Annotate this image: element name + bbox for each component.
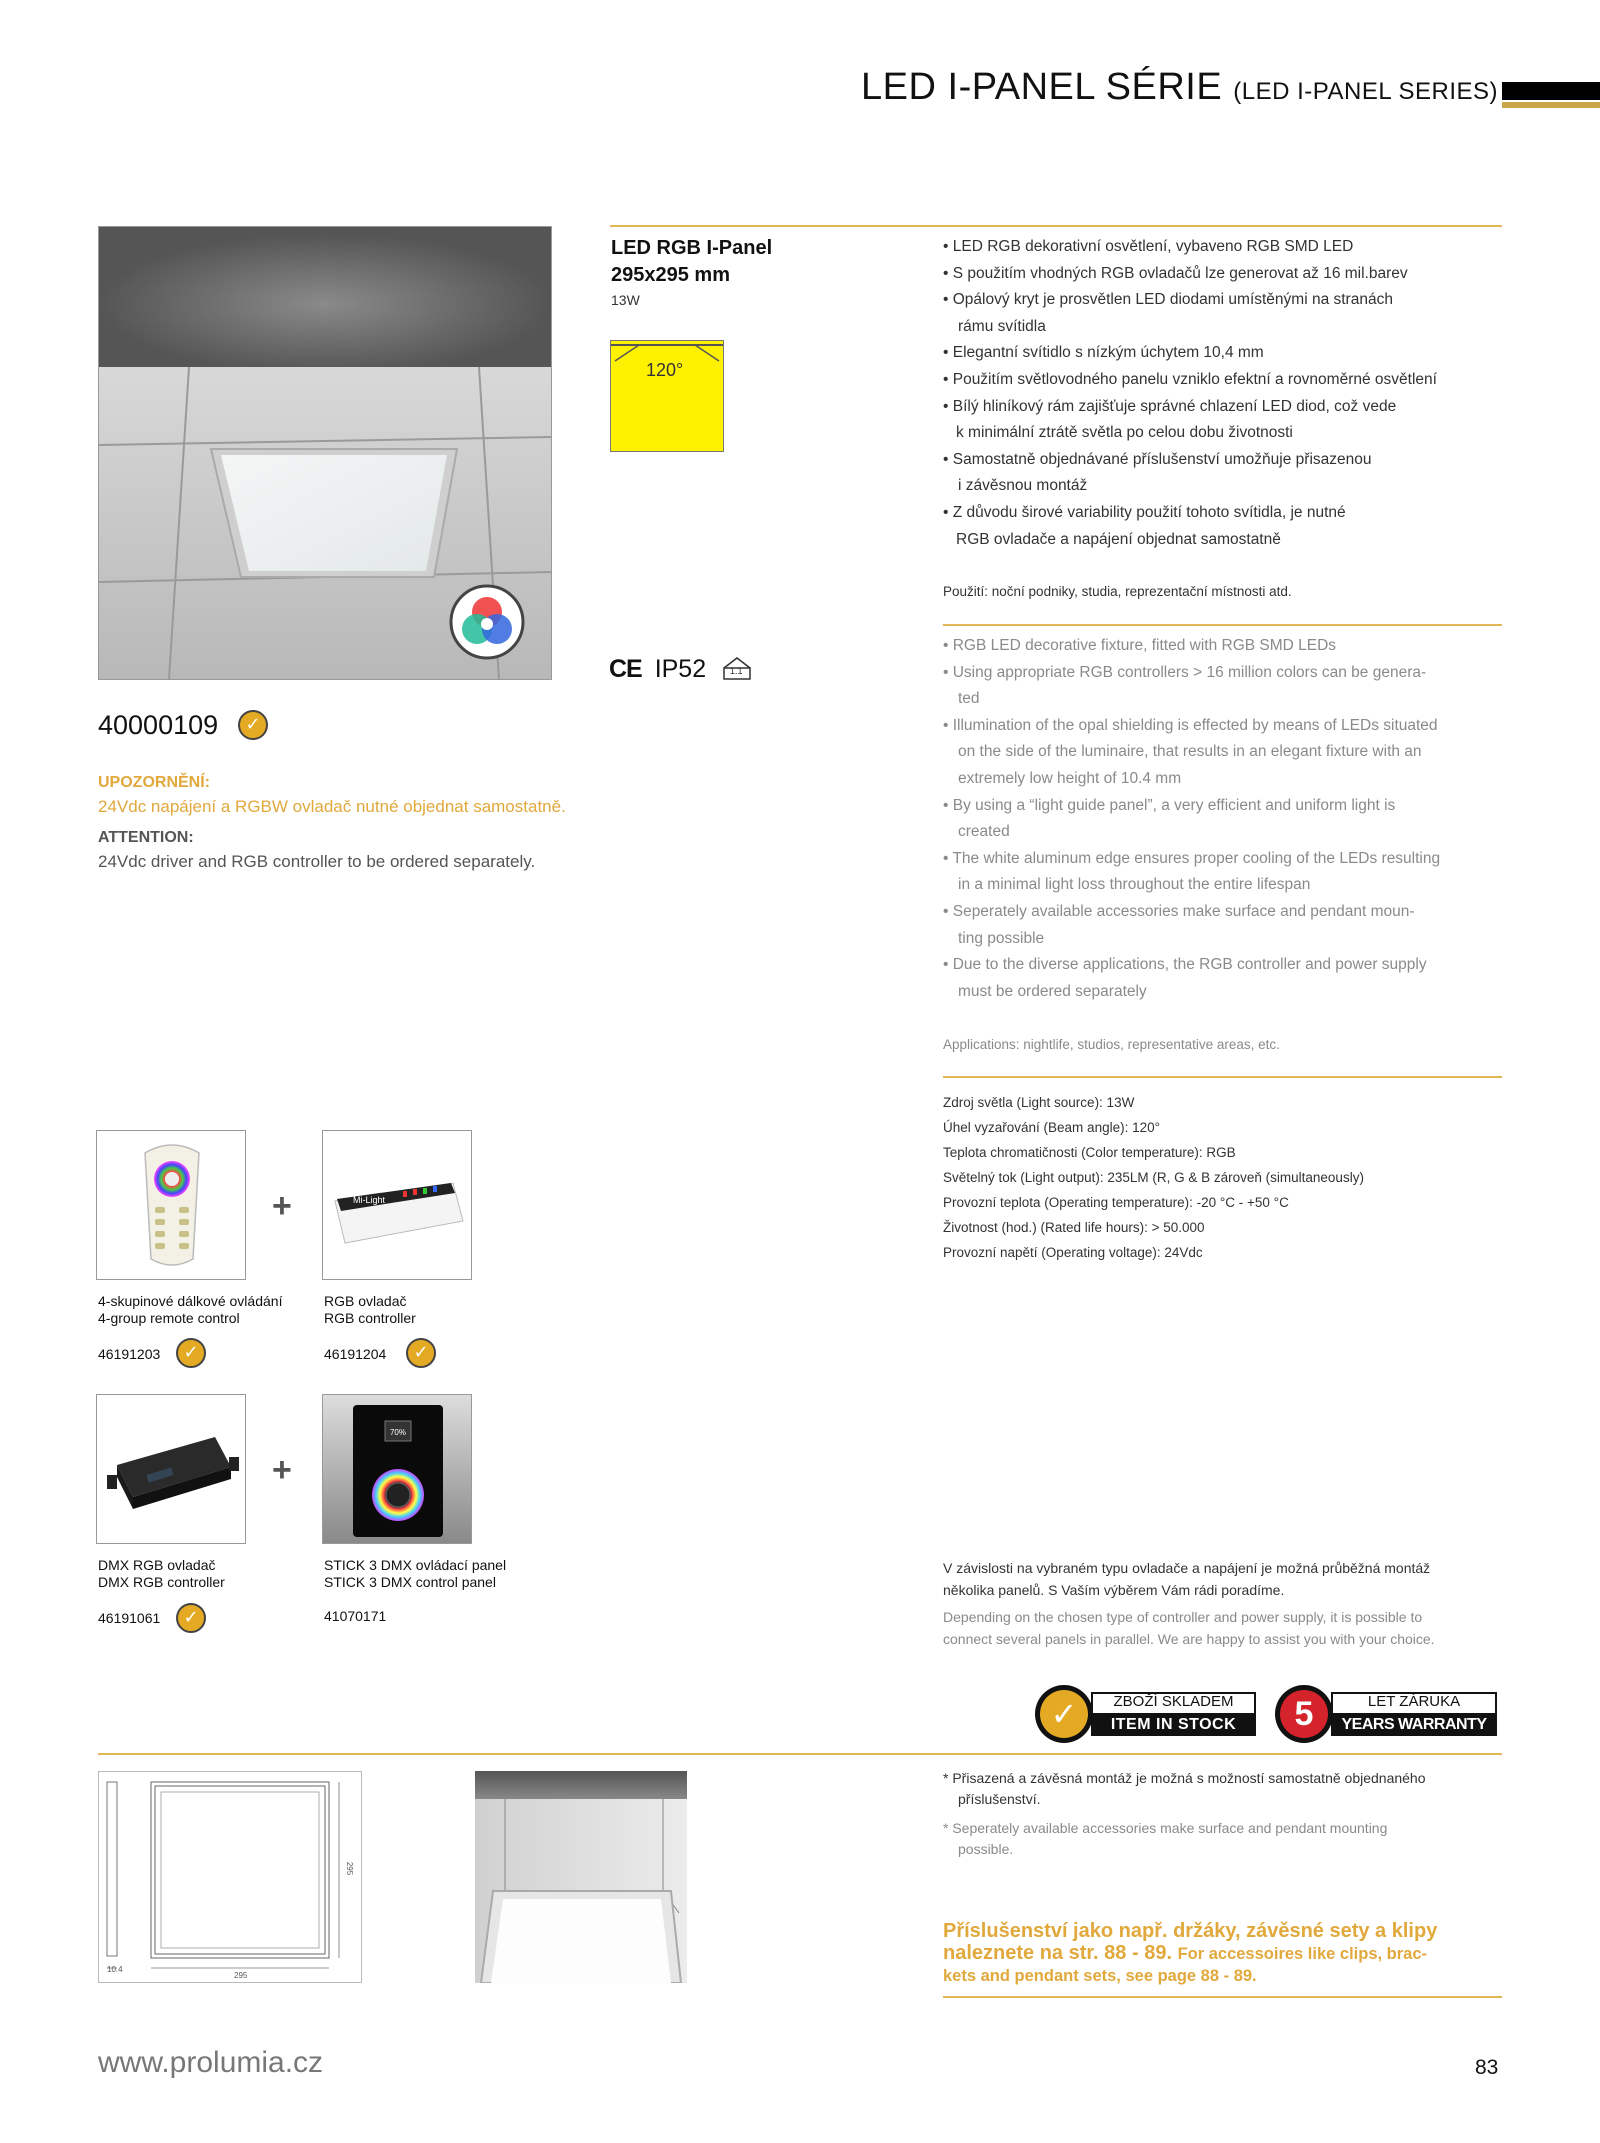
features-cz xyxy=(943,234,1503,553)
accessory-note-en1: For accessoires like clips, brac- xyxy=(1177,1945,1428,1963)
spec-line: Provozní teplota (Operating temperature): -20 °C - +50 °C xyxy=(943,1195,1289,1210)
divider xyxy=(943,1076,1502,1078)
feature-cz-line: rámu svítidla xyxy=(958,317,1046,335)
parallel-en-line: connect several panels in parallel. We are happy to assist you with your choice. xyxy=(943,1631,1435,1647)
feature-cz-line: RGB ovladače a napájení objednat samostatně xyxy=(956,530,1281,548)
accessory-code: 46191203 xyxy=(98,1346,161,1362)
plus-sign: + xyxy=(272,1451,292,1489)
warranty-years: 5 xyxy=(1280,1690,1328,1738)
beam-angle-box xyxy=(610,340,724,452)
product-wattage: 13W xyxy=(611,292,640,308)
dimension-drawing xyxy=(98,1771,362,1983)
pendant-mount-image xyxy=(475,1771,687,1983)
warranty-badge-top: LET ZÁRUKA xyxy=(1367,1693,1461,1710)
spec-line: Životnost (hod.) (Rated life hours): > 50.000 xyxy=(943,1220,1205,1235)
parallel-note-en xyxy=(943,1606,1435,1650)
accessory-label xyxy=(98,1557,225,1591)
controller-brand-text: Mi-Light xyxy=(353,1195,386,1205)
accessory-label-cz: RGB ovladač xyxy=(324,1293,407,1309)
feature-cz-line: • Opálový kryt je prosvětlen LED diodami umístěnými na stranách xyxy=(943,291,1393,309)
product-hero-image xyxy=(98,226,552,680)
stock-badge xyxy=(1035,1685,1258,1743)
feature-en-line: • Due to the diverse applications, the RGB controller and power supply xyxy=(943,956,1427,974)
dim-depth: 10.4 xyxy=(107,1965,123,1974)
header-bar-black xyxy=(1502,82,1600,100)
website-url[interactable]: www.prolumia.cz xyxy=(98,2046,324,2079)
spec-line: Světelný tok (Light output): 235LM (R, G & B zároveň (simultaneously) xyxy=(943,1170,1364,1185)
certification-row xyxy=(609,655,706,684)
dim-width: 295 xyxy=(234,1971,248,1980)
accessory-label xyxy=(98,1293,282,1327)
use-cz: Použití: noční podniky, studia, reprezentační místnosti atd. xyxy=(943,584,1292,599)
feature-cz-line: • Elegantní svítidlo s nízkým úchytem 10,4 mm xyxy=(943,344,1264,362)
feature-cz-line: • Z důvodu širové variability použití tohoto svítidla, je nutné xyxy=(943,503,1346,521)
ip-rating: IP52 xyxy=(654,655,707,683)
accessory-label-en: 4-group remote control xyxy=(98,1310,240,1326)
accessory-note xyxy=(943,1920,1503,1987)
stock-badge-top: ZBOŽÍ SKLADEM xyxy=(1113,1693,1234,1710)
feature-en-line: must be ordered separately xyxy=(958,982,1147,1000)
accessory-note-cz2: naleznete na str. 88 - 89. xyxy=(943,1942,1172,1964)
product-size: 295x295 mm xyxy=(611,264,730,286)
mount-note-cz-line: příslušenství. xyxy=(958,1791,1041,1807)
accessory-code: 46191204 xyxy=(324,1346,387,1362)
feature-en-line: • By using a “light guide panel”, a very efficient and uniform light is xyxy=(943,796,1396,814)
warranty-badge-bottom: YEARS WARRANTY xyxy=(1331,1713,1497,1736)
class-mark-icon xyxy=(720,656,754,680)
accessory-label-cz: STICK 3 DMX ovládací panel xyxy=(324,1557,507,1573)
header-bar-gold xyxy=(1502,102,1600,108)
feature-en-line: • The white aluminum edge ensures proper cooling of the LEDs resulting xyxy=(943,849,1441,867)
divider xyxy=(943,624,1502,626)
feature-cz-line: • Samostatně objednávané příslušenství umožňuje přisazenou xyxy=(943,450,1372,468)
feature-en-line: ted xyxy=(958,690,980,708)
parallel-en-line: Depending on the chosen type of controller and power supply, it is possible to xyxy=(943,1609,1423,1625)
feature-cz-line: • S použitím vhodných RGB ovladačů lze generovat až 16 mil.barev xyxy=(943,264,1408,282)
accessory-label-en: DMX RGB controller xyxy=(98,1574,225,1590)
feature-en-line: • Illumination of the opal shielding is effected by means of LEDs situated xyxy=(943,716,1438,734)
divider xyxy=(943,1996,1502,1998)
beam-angle-label: 120° xyxy=(646,360,684,380)
remote-control-image xyxy=(96,1130,246,1280)
accessory-label xyxy=(324,1293,416,1327)
feature-en-line: on the side of the luminaire, that results in an elegant fixture with an xyxy=(958,743,1422,761)
spec-line: Provozní napětí (Operating voltage): 24Vdc xyxy=(943,1245,1203,1260)
mount-note-en-line: possible. xyxy=(958,1841,1014,1857)
mount-note-cz xyxy=(943,1768,1426,1810)
warning-text-en: 24Vdc driver and RGB controller to be ordered separately. xyxy=(98,852,536,871)
accessory-label-cz: DMX RGB ovladač xyxy=(98,1557,216,1573)
use-en: Applications: nightlife, studios, representative areas, etc. xyxy=(943,1037,1280,1052)
rgb-controller-image xyxy=(322,1130,472,1280)
feature-en-line: ting possible xyxy=(958,929,1045,947)
feature-cz-line: • Bílý hliníkový rám zajišťuje správné chlazení LED diod, což vede xyxy=(943,397,1397,415)
warning-heading-en: ATTENTION: xyxy=(98,829,194,846)
accessory-label-cz: 4-skupinové dálkové ovládání xyxy=(98,1293,283,1309)
divider xyxy=(610,225,1502,227)
accessory-label-en: STICK 3 DMX control panel xyxy=(324,1574,496,1590)
spec-list xyxy=(943,1090,1364,1265)
mount-note-en xyxy=(943,1818,1387,1860)
accessory-note-cz1: Příslušenství jako např. držáky, závěsné sety a klipy xyxy=(943,1920,1438,1942)
dmx-controller-image xyxy=(96,1394,246,1544)
rgb-color-icon xyxy=(451,586,523,658)
feature-cz-line: i závěsnou montáž xyxy=(958,477,1088,495)
mount-note-en-line: * Seperately available accessories make surface and pendant mounting xyxy=(943,1820,1388,1836)
in-stock-check-icon: ✓ xyxy=(406,1338,436,1368)
feature-en-line: in a minimal light loss throughout the entire lifespan xyxy=(958,876,1311,894)
parallel-cz-line: několika panelů. S Vaším výběrem Vám rádi poradíme. xyxy=(943,1582,1285,1598)
accessory-label xyxy=(324,1557,506,1591)
title-main: LED I-PANEL SÉRIE xyxy=(861,66,1223,108)
feature-en-line: created xyxy=(958,823,1010,841)
accessory-code: 46191061 xyxy=(98,1610,161,1626)
in-stock-check-icon: ✓ xyxy=(176,1603,206,1633)
mount-note-cz-line: * Přisazená a závěsná montáž je možná s možností samostatně objednaného xyxy=(943,1770,1426,1786)
accessory-note-en2: kets and pendant sets, see page 88 - 89. xyxy=(943,1967,1257,1985)
feature-en-line: • Using appropriate RGB controllers > 16 million colors can be genera- xyxy=(943,663,1427,681)
product-code: 40000109 xyxy=(98,710,219,740)
in-stock-check-icon: ✓ xyxy=(238,710,268,740)
feature-en-line: • Seperately available accessories make surface and pendant moun- xyxy=(943,902,1415,920)
spec-line: Zdroj světla (Light source): 13W xyxy=(943,1095,1135,1110)
parallel-cz-line: V závislosti na vybraném typu ovladače a napájení je možná průběžná montáž xyxy=(943,1560,1431,1576)
check-icon: ✓ xyxy=(1040,1690,1088,1738)
features-en xyxy=(943,633,1503,1005)
warning-heading-cz: UPOZORNĚNÍ: xyxy=(98,774,210,791)
spec-line: Teplota chromatičnosti (Color temperature): RGB xyxy=(943,1145,1236,1160)
parallel-note-cz xyxy=(943,1557,1430,1601)
page-title xyxy=(0,66,1498,109)
panel-display-text: 70% xyxy=(389,1428,407,1437)
dim-height: 295 xyxy=(345,1861,355,1876)
warning-text-cz: 24Vdc napájení a RGBW ovladač nutné objednat samostatně. xyxy=(98,797,566,816)
warranty-badge xyxy=(1275,1685,1499,1743)
accessory-code: 41070171 xyxy=(324,1608,387,1624)
feature-en-line: extremely low height of 10.4 mm xyxy=(958,769,1182,787)
feature-cz-line: k minimální ztrátě světla po celou dobu životnosti xyxy=(956,424,1293,442)
feature-en-line: • RGB LED decorative fixture, fitted with RGB SMD LEDs xyxy=(943,637,1337,654)
class-mark-text: 1.1 xyxy=(730,666,743,676)
product-name: LED RGB I-Panel xyxy=(611,237,773,259)
spec-line: Úhel vyzařování (Beam angle): 120° xyxy=(943,1120,1161,1135)
title-sub: (LED I-PANEL SERIES) xyxy=(1233,78,1498,105)
feature-cz-line: • LED RGB dekorativní osvětlení, vybaveno RGB SMD LED xyxy=(943,238,1354,255)
accessory-label-en: RGB controller xyxy=(324,1310,416,1326)
plus-sign: + xyxy=(272,1187,292,1225)
stock-badge-bottom: ITEM IN STOCK xyxy=(1091,1713,1256,1736)
divider xyxy=(98,1753,1502,1755)
in-stock-check-icon: ✓ xyxy=(176,1338,206,1368)
feature-cz-line: • Použitím světlovodného panelu vzniklo efektní a rovnoměrné osvětlení xyxy=(943,370,1437,388)
page-number: 83 xyxy=(1475,2056,1499,2079)
dmx-panel-image xyxy=(322,1394,472,1544)
ce-mark: CE xyxy=(609,655,642,683)
